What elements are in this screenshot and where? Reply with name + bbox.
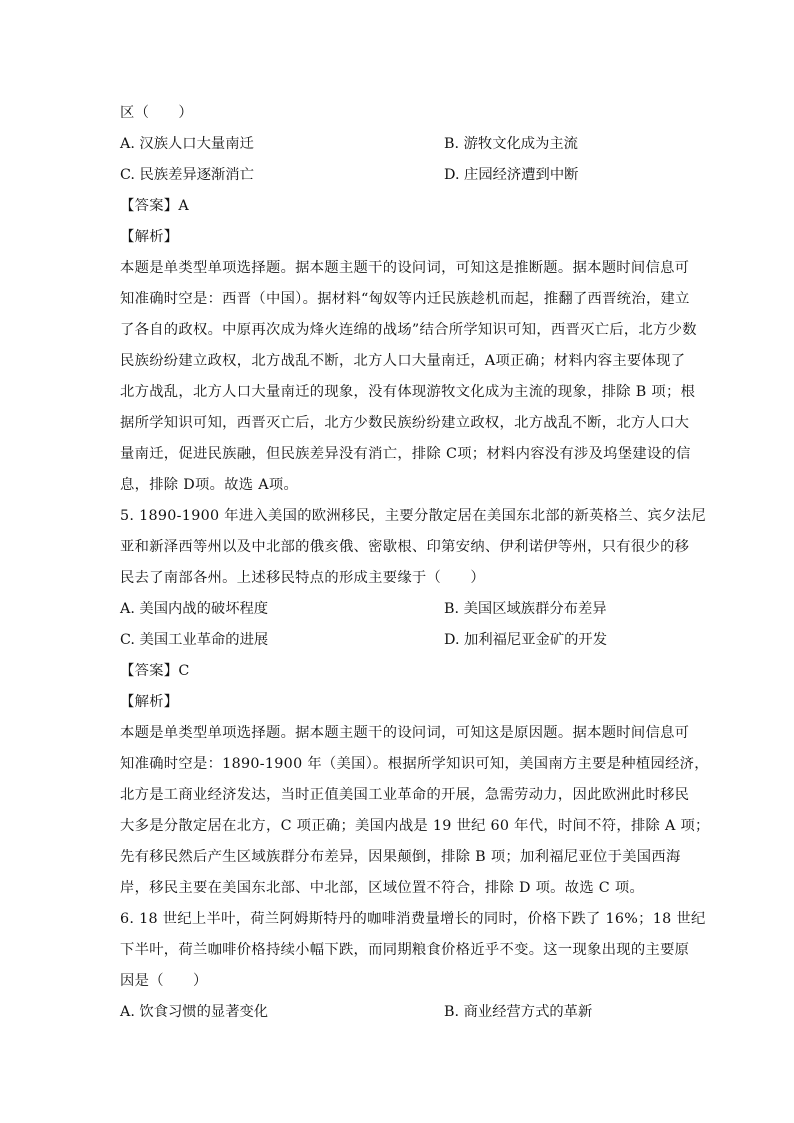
q5-option-a[interactable]: A. 美国内战的破坏程度 (120, 601, 269, 617)
q6-stem-line: 下半叶，荷兰咖啡价格持续小幅下跌，而同期粮食价格近乎不变。这一现象出现的主要原 (120, 942, 690, 958)
q5-analysis-line: 先有移民然后产生区域族群分布差异，因果颠倒，排除 B 项；加利福尼亚位于美国西海 (120, 849, 681, 865)
q5-option-b[interactable]: B. 美国区域族群分布差异 (444, 601, 607, 617)
q5-analysis-line: 北方是工商业经济发达，当时正值美国工业革命的开展，急需劳动力，因此欧洲此时移民 (120, 787, 690, 803)
q4-analysis-line: 知准确时空是：西晋（中国）。据材料“匈奴等内迁民族趁机而起，推翻了西晋统治，建立 (120, 291, 690, 307)
q6-stem-line: 6. 18 世纪上半叶，荷兰阿姆斯特丹的咖啡消费量增长的同时，价格下跌了 16%；18 世纪 (120, 911, 706, 927)
q6-stem-line: 因是（ ） (120, 973, 208, 989)
q4-analysis-line: 民族纷纷建立政权，北方战乱不断，北方人口大量南迁，A项正确；材料内容主要体现了 (120, 353, 686, 369)
q4-option-b[interactable]: B. 游牧文化成为主流 (444, 136, 578, 152)
q5-stem-line: 民去了南部各州。上述移民特点的形成主要缘于（ ） (120, 570, 485, 586)
q4-option-d[interactable]: D. 庄园经济遭到中断 (444, 167, 579, 183)
q5-options-row-2 (120, 626, 680, 657)
q4-analysis-line: 据所学知识可知，西晋灭亡后，北方少数民族纷纷建立政权，北方战乱不断，北方人口大 (120, 415, 690, 431)
q4-analysis-label: 【解析】 (120, 229, 179, 245)
q4-option-a[interactable]: A. 汉族人口大量南迁 (120, 136, 254, 152)
q4-options-row-2 (120, 161, 680, 192)
q5-analysis-line: 知准确时空是：1890-1900 年（美国）。根据所学知识可知，美国南方主要是种植园经济， (120, 756, 709, 772)
q5-answer: 【答案】C (120, 663, 190, 679)
q5-stem-line: 亚和新泽西等州以及中北部的俄亥俄、密歇根、印第安纳、伊利诺伊等州，只有很少的移 (120, 539, 690, 555)
q6-option-b[interactable]: B. 商业经营方式的革新 (444, 1004, 593, 1020)
q6-option-a[interactable]: A. 饮食习惯的显著变化 (120, 1004, 269, 1020)
q4-options-row-1 (120, 130, 680, 161)
q4-option-c[interactable]: C. 民族差异逐渐消亡 (120, 167, 254, 183)
q4-analysis-line: 了各自的政权。中原再次成为烽火连绵的战场”结合所学知识可知，西晋灭亡后，北方少数 (120, 322, 697, 338)
q4-analysis-line: 本题是单类型单项选择题。据本题主题干的设问词，可知这是推断题。据本题时间信息可 (120, 260, 690, 276)
q5-option-d[interactable]: D. 加利福尼亚金矿的开发 (444, 632, 608, 648)
q4-stem-tail: 区（ ） (120, 105, 193, 121)
q4-analysis-line: 息，排除 D项。故选 A项。 (120, 477, 299, 493)
q5-option-c[interactable]: C. 美国工业革命的进展 (120, 632, 269, 648)
q5-stem-line: 5. 1890-1900 年进入美国的欧洲移民，主要分散定居在美国东北部的新英格兰、宾夕法尼 (120, 508, 706, 524)
q5-analysis-line: 大多是分散定居在北方，C 项正确；美国内战是 19 世纪 60 年代，时间不符，排除 A 项； (120, 818, 710, 834)
q4-analysis-line: 量南迁，促进民族融，但民族差异没有消亡，排除 C项；材料内容没有涉及坞堡建设的信 (120, 446, 691, 462)
q4-answer: 【答案】A (120, 198, 190, 214)
q5-analysis-line: 岸，移民主要在美国东北部、中北部，区域位置不符合，排除 D 项。故选 C 项。 (120, 880, 645, 896)
q4-analysis-line: 北方战乱，北方人口大量南迁的现象，没有体现游牧文化成为主流的现象，排除 B 项；根 (120, 384, 696, 400)
exam-page (120, 99, 710, 1029)
q6-options-row-1 (120, 998, 680, 1029)
q5-analysis-line: 本题是单类型单项选择题。据本题主题干的设问词，可知这是原因题。据本题时间信息可 (120, 725, 690, 741)
q5-analysis-label: 【解析】 (120, 694, 179, 710)
q5-options-row-1 (120, 595, 680, 626)
